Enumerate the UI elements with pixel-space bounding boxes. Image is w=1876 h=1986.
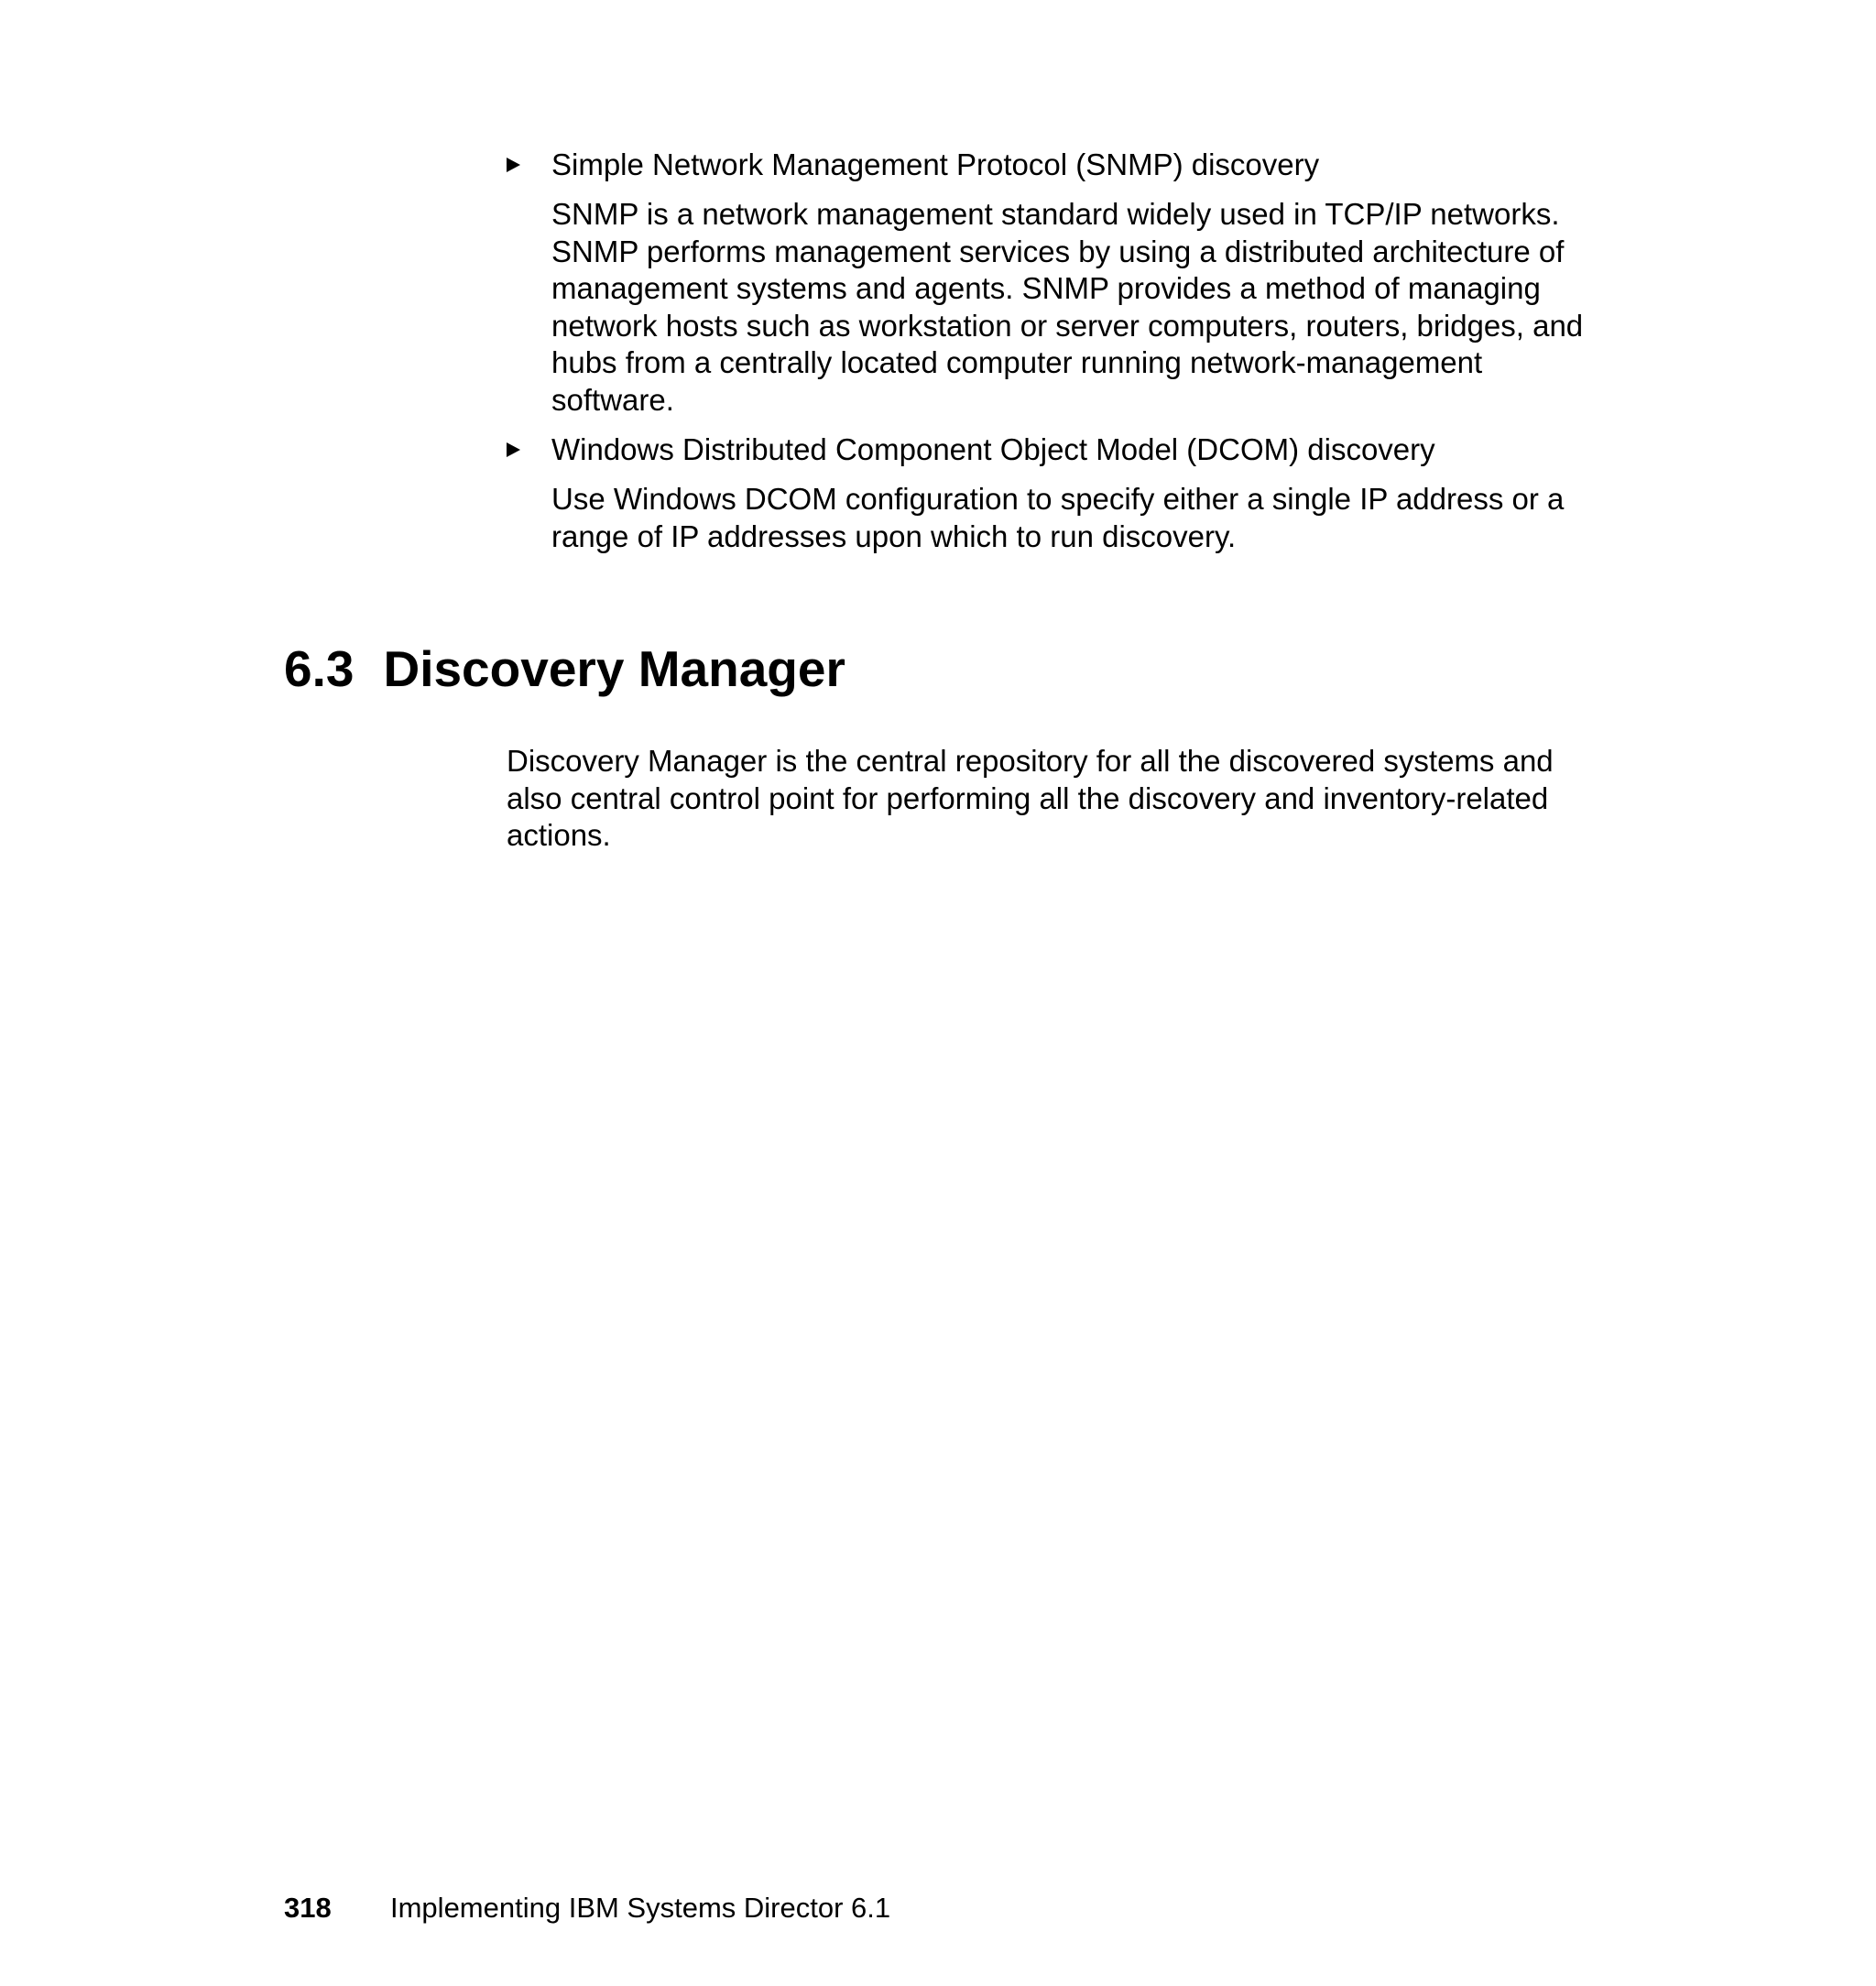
list-item-title: Windows Distributed Component Object Model (DCOM) discovery <box>551 432 1435 466</box>
list-item-title: Simple Network Management Protocol (SNMP) discovery <box>551 147 1320 181</box>
page-footer <box>284 1890 890 1926</box>
triangle-right-icon <box>507 158 520 172</box>
list-item-body: SNMP is a network management standard widely used in TCP/IP networks. SNMP performs management services by using a distributed architecture of management systems and agents. SNMP provides a method of managing network hosts such as workstation or server computers, routers, bridges, and hubs from a centrally located computer running network-management software. <box>551 197 1584 417</box>
book-title: Implementing IBM Systems Director 6.1 <box>390 1892 891 1924</box>
list-item-dcom <box>507 431 1606 555</box>
triangle-right-icon <box>507 442 520 457</box>
section-title: Discovery Manager <box>383 640 845 697</box>
list-item-body: Use Windows DCOM configuration to specify either a single IP address or a range of IP addresses upon which to run discovery. <box>551 482 1565 553</box>
section-number: 6.3 <box>284 640 354 697</box>
list-item-snmp <box>507 147 1606 419</box>
section-paragraph: Discovery Manager is the central repository for all the discovered systems and also central control point for performing all the discovery and inventory-related actions. <box>507 744 1554 852</box>
page-number: 318 <box>284 1892 332 1924</box>
discovery-methods-list <box>507 147 1606 568</box>
section-heading <box>284 639 845 698</box>
